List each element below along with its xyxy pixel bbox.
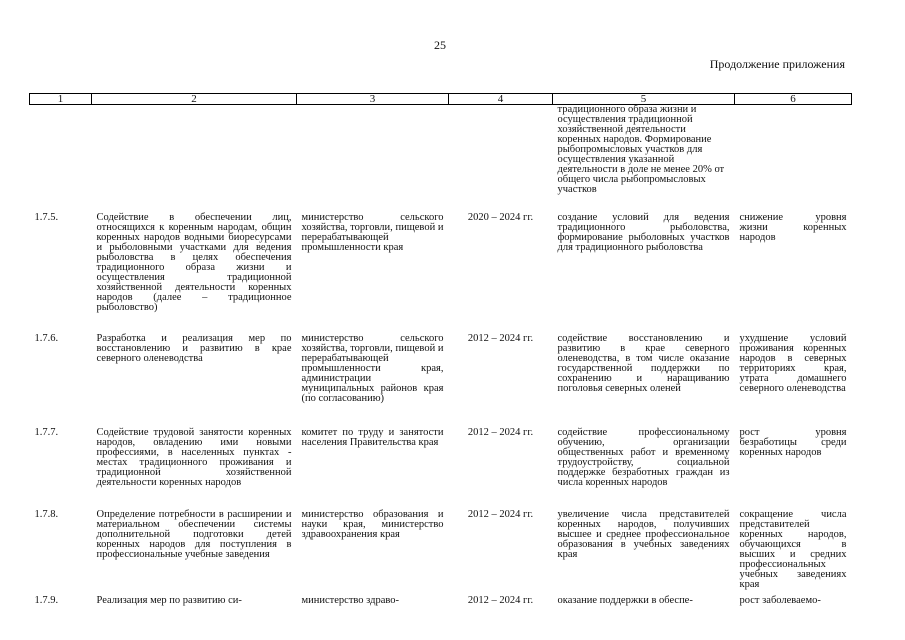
executor-text xyxy=(297,105,449,214)
item-number: 1.7.5. xyxy=(34,212,59,223)
column-header: 4 xyxy=(449,94,553,105)
table-row xyxy=(30,334,852,428)
item-number: 1.7.8. xyxy=(34,509,59,520)
result-text: содействие восстановлению и развитию в крае северного оленеводства, в том числе оказание государственной поддержки по сохранению и наращиванию поголовья северных оленей xyxy=(557,333,730,394)
measure-text xyxy=(92,105,297,214)
consequence-text xyxy=(735,105,852,214)
column-header: 6 xyxy=(735,94,852,105)
measure-text: Разработка и реализация мер по восстановлению и развитию в крае северного оленеводства xyxy=(96,333,292,364)
item-number: 1.7.7. xyxy=(34,427,59,438)
result-text: создание условий для ведения традиционного рыболовства, формирование рыболовных участков для традиционного рыболовства xyxy=(557,212,730,253)
period-text xyxy=(449,105,553,214)
period-text: 2020 – 2024 гг. xyxy=(467,212,534,223)
column-header: 3 xyxy=(297,94,449,105)
table-row xyxy=(30,213,852,334)
column-header: 2 xyxy=(92,94,297,105)
table-row xyxy=(30,510,852,596)
executor-text: министерство образования и науки края, министерство здравоохранения края xyxy=(301,509,444,540)
appendix-continuation-label: Продолжение приложения xyxy=(709,57,845,71)
result-text: увеличение числа представителей коренных народов, получивших высшее и среднее профессиональное образования в учебных заведениях края xyxy=(557,509,730,560)
period-text: 2012 – 2024 гг. xyxy=(467,595,534,606)
period-text: 2012 – 2024 гг. xyxy=(467,509,534,520)
column-header: 1 xyxy=(30,94,92,105)
period-text: 2012 – 2024 гг. xyxy=(467,333,534,344)
column-header: 5 xyxy=(553,94,735,105)
result-text: оказание поддержки в обеспе- xyxy=(557,595,693,606)
measure-text: Реализация мер по развитию си- xyxy=(96,595,242,606)
item-number: 1.7.9. xyxy=(34,595,59,606)
consequence-text: рост заболеваемо- xyxy=(739,595,821,606)
measures-table xyxy=(29,93,852,616)
table-row xyxy=(30,596,852,616)
consequence-text: рост уровня безработицы среди коренных народов xyxy=(739,427,847,458)
consequence-text: сокращение числа представителей коренных народов, обучающихся в высших и средних профессиональных учебных заведениях края xyxy=(739,509,847,590)
page-number: 25 xyxy=(434,38,446,52)
table-row xyxy=(30,105,852,214)
table-header-row xyxy=(30,94,852,105)
item-number: 1.7.6. xyxy=(34,333,59,344)
executor-text: министерство сельского хозяйства, торговли, пищевой и перерабатывающей промышленности края, администрации муниципальных районов края (по согласованию) xyxy=(301,333,444,404)
executor-text: министерство сельского хозяйства, торговли, пищевой и перерабатывающей промышленности края xyxy=(301,212,444,253)
consequence-text: снижение уровня жизни коренных народов xyxy=(739,212,847,243)
table-row xyxy=(30,428,852,510)
measure-text: Определение потребности в расширении и материальном обеспечении системы дополнительной подготовки детей коренных народов для поступления в профессиональные учебные заведения xyxy=(96,509,292,560)
period-text: 2012 – 2024 гг. xyxy=(467,427,534,438)
measure-text: Содействие в обеспечении лиц, относящихся к коренным народам, общин коренных народов водными биоресурсами и рыболовными участками для ведения рыболовства в целях обеспечения традиционного образа жизни и осуществления традиционной хозяйственной деятельности коренных народов (далее – традиционное рыболовство) xyxy=(96,212,292,313)
executor-text: комитет по труду и занятости населения Правительства края xyxy=(301,427,444,448)
consequence-text: ухудшение условий проживания коренных народов в северных территориях края, утрата домашнего северного оленеводства xyxy=(739,333,847,394)
item-number xyxy=(30,105,92,214)
measure-text: Содействие трудовой занятости коренных народов, овладению ими новыми профессиями, в населенных пунктах - местах традиционного проживания и традиционной хозяйственной деятельности коренных народов xyxy=(96,427,292,488)
executor-text: министерство здраво- xyxy=(301,595,400,606)
result-text: содействие профессиональному обучению, организации общественных работ и временному трудоустройству, социальной поддержке безработных граждан из числа коренных народов xyxy=(557,427,730,488)
result-text: традиционного образа жизни и осуществления традиционной хозяйственной деятельности коренных народов. Формирование рыбопромысловых участков для осуществления указанной деятельности в доле не менее 20% от общего числа рыбопромысловых участков xyxy=(557,104,725,195)
